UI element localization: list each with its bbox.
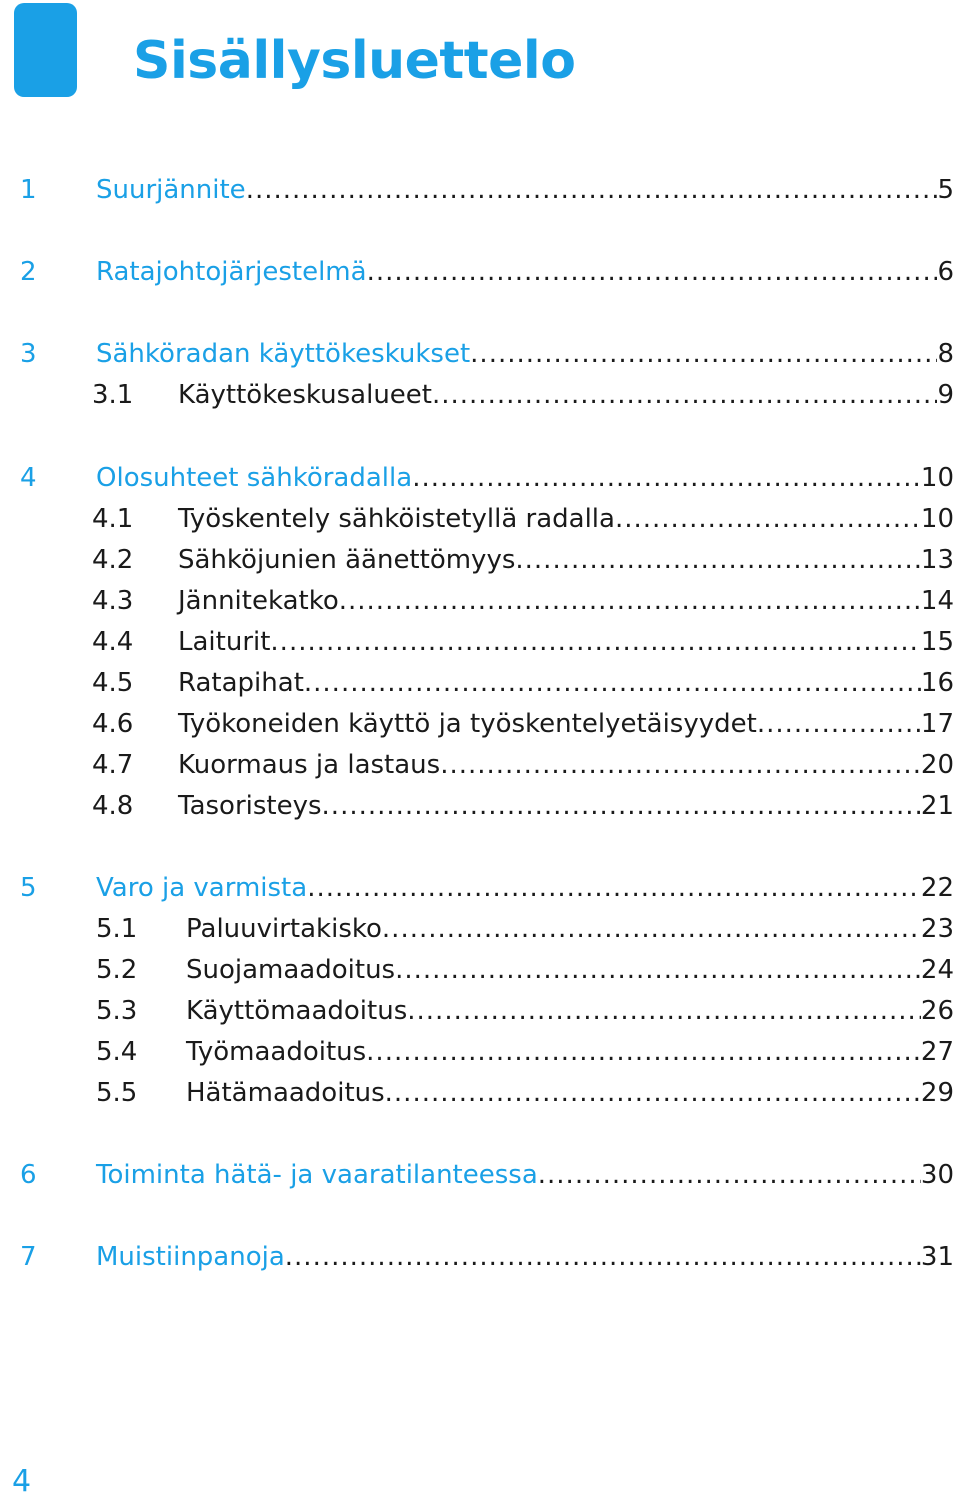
- toc-page: 26: [920, 996, 954, 1026]
- toc-label: Sähköjunien äänettömyys: [178, 545, 516, 575]
- toc-number: 7: [20, 1242, 37, 1272]
- toc-label: Jännitekatko: [178, 586, 339, 616]
- toc-entry-4-3[interactable]: [0, 581, 960, 621]
- toc-page: 15: [920, 627, 954, 657]
- toc-label: Käyttömaadoitus: [186, 996, 408, 1026]
- toc-entry-7[interactable]: [0, 1237, 960, 1277]
- toc-page: 10: [920, 504, 954, 534]
- toc-entry-4-4[interactable]: [0, 622, 960, 662]
- toc-number: 4.6: [92, 709, 134, 739]
- dot-leader: [407, 991, 921, 1031]
- dot-leader: [322, 786, 921, 826]
- toc-number: 4.2: [92, 545, 134, 575]
- toc-label: Suojamaadoitus: [186, 955, 396, 985]
- toc-page: 29: [920, 1078, 954, 1108]
- toc-number: 5.3: [96, 996, 138, 1026]
- toc-entry-3[interactable]: [0, 334, 960, 374]
- toc-entry-4-8[interactable]: [0, 786, 960, 826]
- toc-page: 14: [920, 586, 954, 616]
- toc-number: 5: [20, 873, 37, 903]
- dot-leader: [395, 950, 921, 990]
- dot-leader: [515, 540, 921, 580]
- toc-entry-5-3[interactable]: [0, 991, 960, 1031]
- toc-entry-5-2[interactable]: [0, 950, 960, 990]
- dot-leader: [339, 581, 921, 621]
- dot-leader: [304, 663, 921, 703]
- toc-entry-4-7[interactable]: [0, 745, 960, 785]
- dot-leader: [440, 745, 921, 785]
- toc-entry-1[interactable]: [0, 170, 960, 210]
- toc-number: 4: [20, 463, 37, 493]
- toc-label: Laiturit: [178, 627, 271, 657]
- toc-number: 5.4: [96, 1037, 138, 1067]
- toc-entry-5-4[interactable]: [0, 1032, 960, 1072]
- dot-leader: [412, 458, 921, 498]
- page-number: 4: [12, 1464, 32, 1499]
- toc-page: 5: [937, 175, 954, 205]
- toc-label: Kuormaus ja lastaus: [178, 750, 441, 780]
- dot-leader: [285, 1237, 921, 1277]
- dot-leader: [382, 909, 921, 949]
- toc-label: Työmaadoitus: [186, 1037, 367, 1067]
- toc-page: 13: [920, 545, 954, 575]
- toc-page: 30: [920, 1160, 954, 1190]
- toc-entry-2[interactable]: [0, 252, 960, 292]
- toc-page: 17: [920, 709, 954, 739]
- toc-entry-6[interactable]: [0, 1155, 960, 1195]
- toc-label: Suurjännite: [96, 175, 246, 205]
- dot-leader: [615, 499, 921, 539]
- page-title: Sisällysluettelo: [133, 31, 576, 91]
- toc-page: 23: [920, 914, 954, 944]
- toc-number: 3: [20, 339, 37, 369]
- toc-number: 5.1: [96, 914, 138, 944]
- dot-leader: [470, 334, 937, 374]
- toc-page: 20: [920, 750, 954, 780]
- toc-page: 22: [920, 873, 954, 903]
- toc-number: 2: [20, 257, 37, 287]
- toc-entry-4-2[interactable]: [0, 540, 960, 580]
- toc-entry-5[interactable]: [0, 868, 960, 908]
- toc-entry-4[interactable]: [0, 458, 960, 498]
- toc-number: 4.1: [92, 504, 134, 534]
- toc-label: Paluuvirtakisko: [186, 914, 382, 944]
- toc-number: 6: [20, 1160, 37, 1190]
- toc-entry-4-5[interactable]: [0, 663, 960, 703]
- toc-number: 4.4: [92, 627, 134, 657]
- toc-entry-4-1[interactable]: [0, 499, 960, 539]
- toc-label: Varo ja varmista: [96, 873, 308, 903]
- toc-number: 4.5: [92, 668, 134, 698]
- dot-leader: [757, 704, 921, 744]
- toc-label: Muistiinpanoja: [96, 1242, 285, 1272]
- toc-number: 4.8: [92, 791, 134, 821]
- toc-label: Ratapihat: [178, 668, 304, 698]
- dot-leader: [385, 1073, 921, 1113]
- toc-label: Sähköradan käyttökeskukset: [96, 339, 471, 369]
- dot-leader: [307, 868, 921, 908]
- dot-leader: [366, 1032, 921, 1072]
- toc-number: 1: [20, 175, 37, 205]
- dot-leader: [432, 375, 937, 415]
- toc-label: Käyttökeskusalueet: [178, 380, 432, 410]
- toc-page: 6: [937, 257, 954, 287]
- toc-page: 21: [920, 791, 954, 821]
- toc-entry-4-6[interactable]: [0, 704, 960, 744]
- dot-leader: [270, 622, 920, 662]
- dot-leader: [538, 1155, 921, 1195]
- toc-label: Tasoristeys: [178, 791, 322, 821]
- toc-page: 16: [920, 668, 954, 698]
- toc-label: Hätämaadoitus: [186, 1078, 385, 1108]
- toc-label: Olosuhteet sähköradalla: [96, 463, 413, 493]
- toc-page: 24: [920, 955, 954, 985]
- dot-leader: [367, 252, 938, 292]
- toc-number: 5.2: [96, 955, 138, 985]
- toc-number: 4.3: [92, 586, 134, 616]
- toc-page: 27: [920, 1037, 954, 1067]
- toc-label: Toiminta hätä- ja vaaratilanteessa: [96, 1160, 538, 1190]
- toc-page: 10: [920, 463, 954, 493]
- toc-page: 9: [937, 380, 954, 410]
- toc-page: 8: [937, 339, 954, 369]
- toc-page: 31: [920, 1242, 954, 1272]
- toc-label: Työkoneiden käyttö ja työskentelyetäisyydet: [178, 709, 757, 739]
- dot-leader: [246, 170, 938, 210]
- toc-entry-5-5[interactable]: [0, 1073, 960, 1113]
- toc-label: Ratajohtojärjestelmä: [96, 257, 367, 287]
- toc-label: Työskentely sähköistetyllä radalla: [178, 504, 615, 534]
- toc-entry-5-1[interactable]: [0, 909, 960, 949]
- toc-entry-3-1[interactable]: [0, 375, 960, 415]
- toc-number: 3.1: [92, 380, 134, 410]
- toc-number: 5.5: [96, 1078, 138, 1108]
- toc-number: 4.7: [92, 750, 134, 780]
